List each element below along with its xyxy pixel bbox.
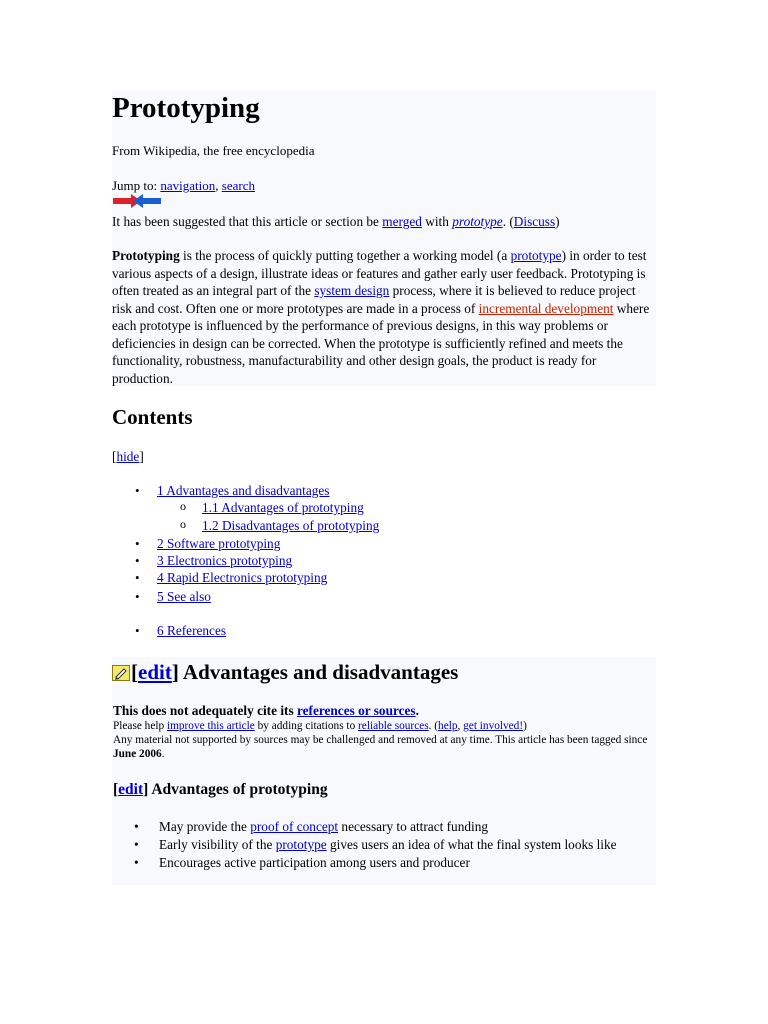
- intro-prototype-link[interactable]: prototype: [510, 248, 562, 263]
- edit-bracket-open: [: [131, 660, 138, 684]
- jump-links: [112, 177, 255, 194]
- discuss-link[interactable]: Discuss: [513, 214, 556, 229]
- toc-link[interactable]: 1.1 Advantages of prototyping: [202, 500, 364, 515]
- merge-text-sep: . (: [502, 214, 514, 229]
- tag-date: June 2006: [113, 748, 162, 760]
- notice-headline: [113, 702, 658, 719]
- edit-bracket-open: [: [113, 781, 119, 798]
- toc-item-1-1[interactable]: [202, 500, 364, 516]
- toc-item-1-2[interactable]: [202, 518, 379, 534]
- toc-item-5[interactable]: [157, 589, 211, 605]
- toc-toggle: [112, 448, 144, 465]
- intro-bold-term: Prototyping: [112, 248, 180, 263]
- jump-search-link[interactable]: search: [221, 178, 255, 193]
- jump-to-label: Jump to:: [112, 178, 161, 193]
- subsection-title: Advantages of prototyping: [148, 781, 328, 798]
- list-item: [113, 836, 653, 853]
- list-text: necessary to attract funding: [338, 819, 488, 834]
- improve-article-link[interactable]: improve this article: [166, 720, 255, 732]
- references-sources-link[interactable]: references or sources: [296, 703, 416, 718]
- merged-link[interactable]: merged: [382, 214, 422, 229]
- notice-tag-line: [113, 733, 658, 761]
- list-text: Encourages active participation among users and producer: [159, 855, 470, 870]
- citation-notice: [113, 702, 658, 761]
- toc-item-6[interactable]: [157, 623, 226, 639]
- contents-heading: Contents: [112, 405, 193, 429]
- subsection-edit-link[interactable]: edit: [118, 781, 144, 798]
- list-item: [113, 854, 653, 871]
- toc-item-1[interactable]: [157, 483, 329, 499]
- reliable-sources-link[interactable]: reliable sources: [358, 720, 429, 732]
- section-title: Advantages and disadvantages: [178, 660, 459, 684]
- toc-link[interactable]: 6 References: [157, 623, 227, 638]
- list-text: May provide the: [159, 819, 251, 834]
- advantages-list: [113, 818, 653, 872]
- intro-text-3: process, where it is believed to reduce project risk and cost. Often one or more prototypes are made in a process of: [112, 283, 636, 316]
- hide-bracket-open: [: [112, 449, 117, 464]
- section-edit-link[interactable]: edit: [138, 660, 172, 684]
- notice-text: Any material not supported by sources may be challenged and removed at any time. This article has been tagged since: [113, 734, 648, 746]
- notice-text: This does not adequately cite its: [113, 703, 297, 718]
- list-item: [113, 818, 653, 835]
- merge-text: It has been suggested that this article or section be: [112, 214, 383, 229]
- merge-target-link[interactable]: prototype: [452, 214, 503, 229]
- edit-bracket-close: ]: [171, 660, 179, 684]
- intro-text-1: is the process of quickly putting together a working model (a: [179, 248, 511, 263]
- toc-link[interactable]: 4 Rapid Electronics prototyping: [157, 570, 328, 585]
- toc-item-3[interactable]: [157, 553, 292, 569]
- jump-navigation-link[interactable]: navigation: [160, 178, 216, 193]
- notice-period: .: [415, 703, 419, 718]
- notice-text: ): [523, 720, 527, 732]
- help-link[interactable]: help: [438, 720, 458, 732]
- merge-text-close: ): [555, 214, 560, 229]
- subsection-heading-advantages: [113, 780, 328, 800]
- hide-toc-link[interactable]: hide: [116, 449, 140, 464]
- notice-period: .: [161, 748, 165, 760]
- notice-text: ,: [457, 720, 464, 732]
- toc-link[interactable]: 5 See also: [157, 589, 211, 604]
- page-title: Prototyping: [112, 92, 260, 124]
- intro-paragraph: [112, 247, 657, 387]
- proof-of-concept-link[interactable]: proof of concept: [250, 819, 339, 834]
- merge-arrows-icon: [113, 194, 161, 208]
- system-design-link[interactable]: system design: [314, 283, 390, 298]
- jump-separator: ,: [215, 178, 222, 193]
- pencil-edit-icon[interactable]: [112, 665, 130, 681]
- prototype-link[interactable]: prototype: [275, 837, 327, 852]
- notice-help-line: [113, 719, 658, 733]
- toc-link[interactable]: 1.2 Disadvantages of prototyping: [202, 518, 380, 533]
- merge-text-with: with: [421, 214, 453, 229]
- toc-link[interactable]: 3 Electronics prototyping: [157, 553, 293, 568]
- edit-bracket-close: ]: [143, 781, 149, 798]
- incremental-development-link[interactable]: incremental development: [478, 300, 614, 316]
- list-text: Early visibility of the: [159, 837, 276, 852]
- notice-text: Please help: [113, 720, 167, 732]
- get-involved-link[interactable]: get involved!: [463, 720, 524, 732]
- toc-link[interactable]: 2 Software prototyping: [157, 536, 281, 551]
- notice-text: by adding citations to: [254, 720, 359, 732]
- toc-item-4[interactable]: [157, 570, 327, 586]
- toc-link[interactable]: 1 Advantages and disadvantages: [157, 483, 330, 498]
- intro-text-2: ) in order to test various aspects of a design, illustrate ideas or features and gather early user feedback. Prototyping is often treated as an integral part of the: [112, 248, 647, 298]
- list-text: gives users an idea of what the final system looks like: [326, 837, 617, 852]
- toc-item-2[interactable]: [157, 536, 280, 552]
- section-heading-advantages-disadvantages: [112, 659, 458, 685]
- hide-bracket-close: ]: [139, 449, 144, 464]
- intro-text-4: where each prototype is influenced by the performance of previous designs, in this way problems or deficiencies in design can be corrected. When the prototype is sufficiently refined and meets the functionality, robustness, manufacturability and other design goals, the product is ready for production.: [112, 300, 650, 386]
- notice-text: . (: [428, 720, 439, 732]
- merge-notice: [112, 213, 560, 230]
- site-subtitle: From Wikipedia, the free encyclopedia: [112, 143, 315, 158]
